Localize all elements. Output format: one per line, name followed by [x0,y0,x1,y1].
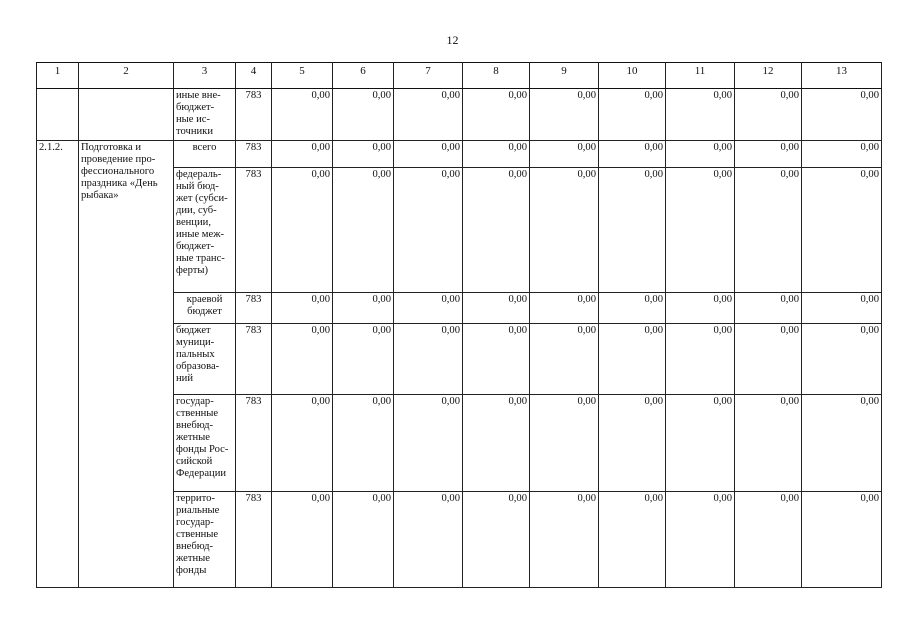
value-cell: 0,00 [599,395,666,492]
value-cell: 0,00 [530,492,599,588]
value-cell: 0,00 [735,89,802,141]
item-number-cell [37,89,79,141]
value-cell: 0,00 [530,293,599,324]
column-header: 10 [599,63,666,89]
value-cell: 0,00 [802,324,882,395]
value-cell: 0,00 [599,492,666,588]
funding-source-cell: бюджет муници- пальных образова- ний [174,324,236,395]
value-cell: 0,00 [333,395,394,492]
table-row [37,141,882,168]
code-cell: 783 [236,293,272,324]
funding-source-cell: всего [174,141,236,168]
value-cell: 0,00 [666,324,735,395]
value-cell: 0,00 [463,293,530,324]
value-cell: 0,00 [333,168,394,293]
code-cell: 783 [236,89,272,141]
funding-source-cell: федераль- ный бюд- жет (субси- дии, суб- венции, иные меж- бюджет- ные транс- ферты) [174,168,236,293]
code-cell: 783 [236,324,272,395]
value-cell: 0,00 [463,89,530,141]
column-header: 3 [174,63,236,89]
value-cell: 0,00 [463,141,530,168]
value-cell: 0,00 [802,395,882,492]
value-cell: 0,00 [599,293,666,324]
value-cell: 0,00 [599,89,666,141]
value-cell: 0,00 [802,168,882,293]
code-cell: 783 [236,168,272,293]
funding-source-cell: террито- риальные государ- ственные внебюд- жетные фонды [174,492,236,588]
value-cell: 0,00 [530,141,599,168]
value-cell: 0,00 [463,395,530,492]
funding-source-cell: краевой бюджет [174,293,236,324]
value-cell: 0,00 [666,89,735,141]
value-cell: 0,00 [272,141,333,168]
value-cell: 0,00 [802,293,882,324]
value-cell: 0,00 [394,168,463,293]
value-cell: 0,00 [272,324,333,395]
value-cell: 0,00 [272,168,333,293]
column-header: 9 [530,63,599,89]
value-cell: 0,00 [735,324,802,395]
value-cell: 0,00 [394,395,463,492]
value-cell: 0,00 [530,324,599,395]
value-cell: 0,00 [735,492,802,588]
value-cell: 0,00 [666,168,735,293]
value-cell: 0,00 [802,141,882,168]
column-header-row [37,63,882,89]
code-cell: 783 [236,395,272,492]
value-cell: 0,00 [333,89,394,141]
value-cell: 0,00 [272,395,333,492]
table-body [37,63,882,588]
value-cell: 0,00 [333,492,394,588]
value-cell: 0,00 [530,395,599,492]
column-header: 2 [79,63,174,89]
value-cell: 0,00 [802,492,882,588]
item-name-cell: Подготовка и проведение про- фессионального праздника «День рыбака» [79,141,174,588]
table-row [37,89,882,141]
code-cell: 783 [236,141,272,168]
column-header: 8 [463,63,530,89]
value-cell: 0,00 [735,168,802,293]
value-cell: 0,00 [802,89,882,141]
value-cell: 0,00 [272,89,333,141]
value-cell: 0,00 [333,293,394,324]
column-header: 13 [802,63,882,89]
value-cell: 0,00 [735,395,802,492]
value-cell: 0,00 [599,324,666,395]
value-cell: 0,00 [599,168,666,293]
column-header: 5 [272,63,333,89]
value-cell: 0,00 [394,141,463,168]
value-cell: 0,00 [666,395,735,492]
code-cell: 783 [236,492,272,588]
value-cell: 0,00 [463,168,530,293]
funding-source-cell: государ- ственные внебюд- жетные фонды Рос- сийской Федерации [174,395,236,492]
page-number: 12 [446,33,459,47]
value-cell: 0,00 [394,293,463,324]
value-cell: 0,00 [394,324,463,395]
value-cell: 0,00 [333,324,394,395]
value-cell: 0,00 [333,141,394,168]
value-cell: 0,00 [735,141,802,168]
value-cell: 0,00 [599,141,666,168]
column-header: 1 [37,63,79,89]
value-cell: 0,00 [666,141,735,168]
value-cell: 0,00 [530,89,599,141]
column-header: 7 [394,63,463,89]
value-cell: 0,00 [394,492,463,588]
value-cell: 0,00 [463,324,530,395]
budget-table [36,62,882,588]
value-cell: 0,00 [530,168,599,293]
column-header: 11 [666,63,735,89]
value-cell: 0,00 [666,492,735,588]
value-cell: 0,00 [394,89,463,141]
value-cell: 0,00 [272,492,333,588]
value-cell: 0,00 [272,293,333,324]
column-header: 12 [735,63,802,89]
value-cell: 0,00 [463,492,530,588]
funding-source-cell: иные вне- бюджет- ные ис- точники [174,89,236,141]
column-header: 6 [333,63,394,89]
value-cell: 0,00 [666,293,735,324]
column-header: 4 [236,63,272,89]
item-name-cell [79,89,174,141]
item-number-cell: 2.1.2. [37,141,79,588]
value-cell: 0,00 [735,293,802,324]
